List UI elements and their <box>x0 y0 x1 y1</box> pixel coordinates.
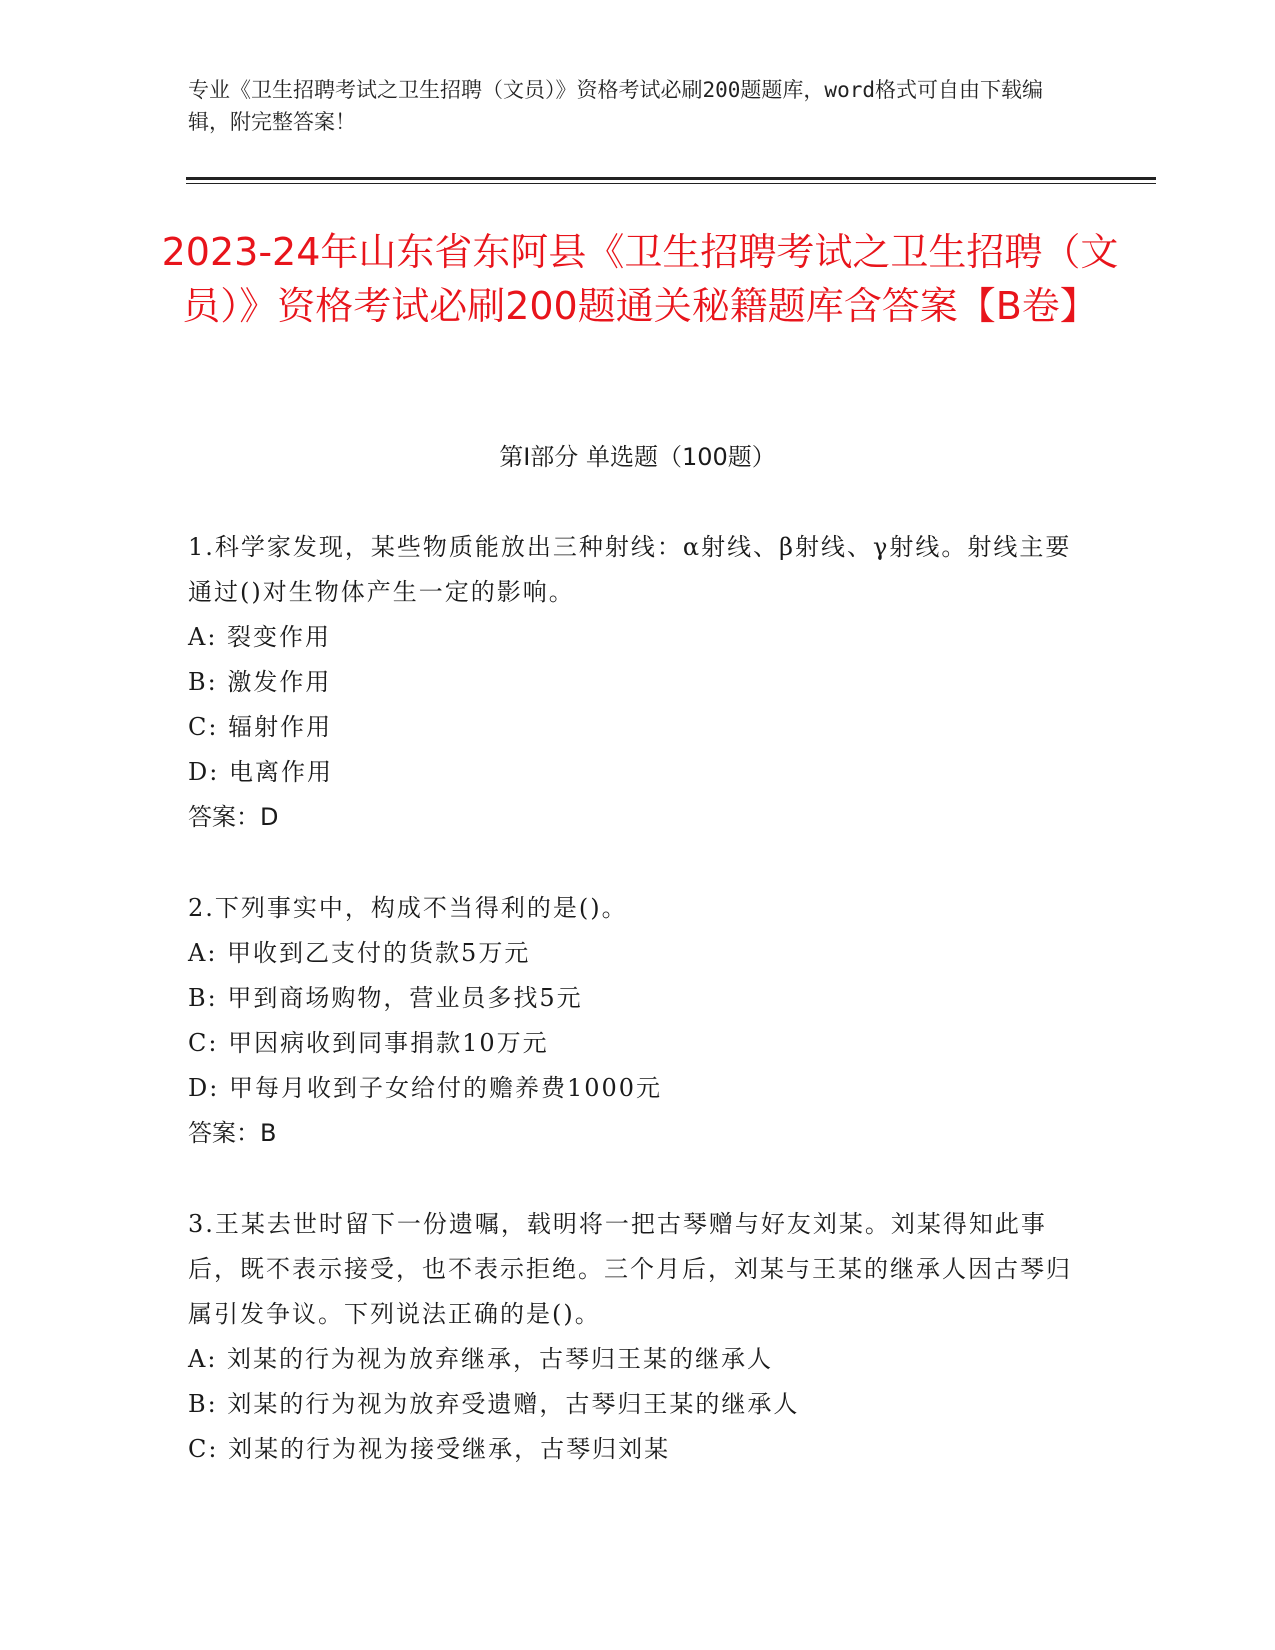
question-3 <box>188 1202 1078 1472</box>
section-heading: 第Ⅰ部分 单选题（100题） <box>499 443 776 471</box>
option-a: A: 刘某的行为视为放弃继承，古琴归王某的继承人 <box>188 1345 774 1373</box>
question-1 <box>188 525 1078 840</box>
answer-line: 答案：D <box>188 803 279 831</box>
document-title: 2023-24年山东省东阿县《卫生招聘考试之卫生招聘（文员）》资格考试必刷200题通关秘籍题库含答案【B卷】 <box>161 230 1119 328</box>
option-b: B: 刘某的行为视为放弃受遗赠，古琴归王某的继承人 <box>188 1390 800 1418</box>
option-b: B: 激发作用 <box>188 668 332 696</box>
header-divider <box>186 177 1156 184</box>
option-c: C: 刘某的行为视为接受继承，古琴归刘某 <box>188 1435 671 1463</box>
question-list <box>188 525 1078 1518</box>
question-stem: 2.下列事实中，构成不当得利的是()。 <box>188 894 628 922</box>
option-a: A: 裂变作用 <box>188 623 332 651</box>
answer-line: 答案：B <box>188 1119 277 1147</box>
question-2 <box>188 886 1078 1156</box>
option-d: D: 甲每月收到子女给付的赡养费1000元 <box>188 1074 663 1102</box>
header-note: 专业《卫生招聘考试之卫生招聘（文员）》资格考试必刷200题题库，word格式可自由下载编辑，附完整答案！ <box>188 78 1043 134</box>
option-c: C: 甲因病收到同事捐款10万元 <box>188 1029 549 1057</box>
option-d: D: 电离作用 <box>188 758 333 786</box>
option-a: A: 甲收到乙支付的货款5万元 <box>188 939 531 967</box>
option-b: B: 甲到商场购物，营业员多找5元 <box>188 984 583 1012</box>
option-c: C: 辐射作用 <box>188 713 333 741</box>
question-stem: 1.科学家发现，某些物质能放出三种射线：α射线、β射线、γ射线。射线主要通过()对生物体产生一定的影响。 <box>188 533 1072 606</box>
question-stem: 3.王某去世时留下一份遗嘱，载明将一把古琴赠与好友刘某。刘某得知此事后，既不表示接受，也不表示拒绝。三个月后，刘某与王某的继承人因古琴归属引发争议。下列说法正确的是()。 <box>188 1210 1072 1328</box>
